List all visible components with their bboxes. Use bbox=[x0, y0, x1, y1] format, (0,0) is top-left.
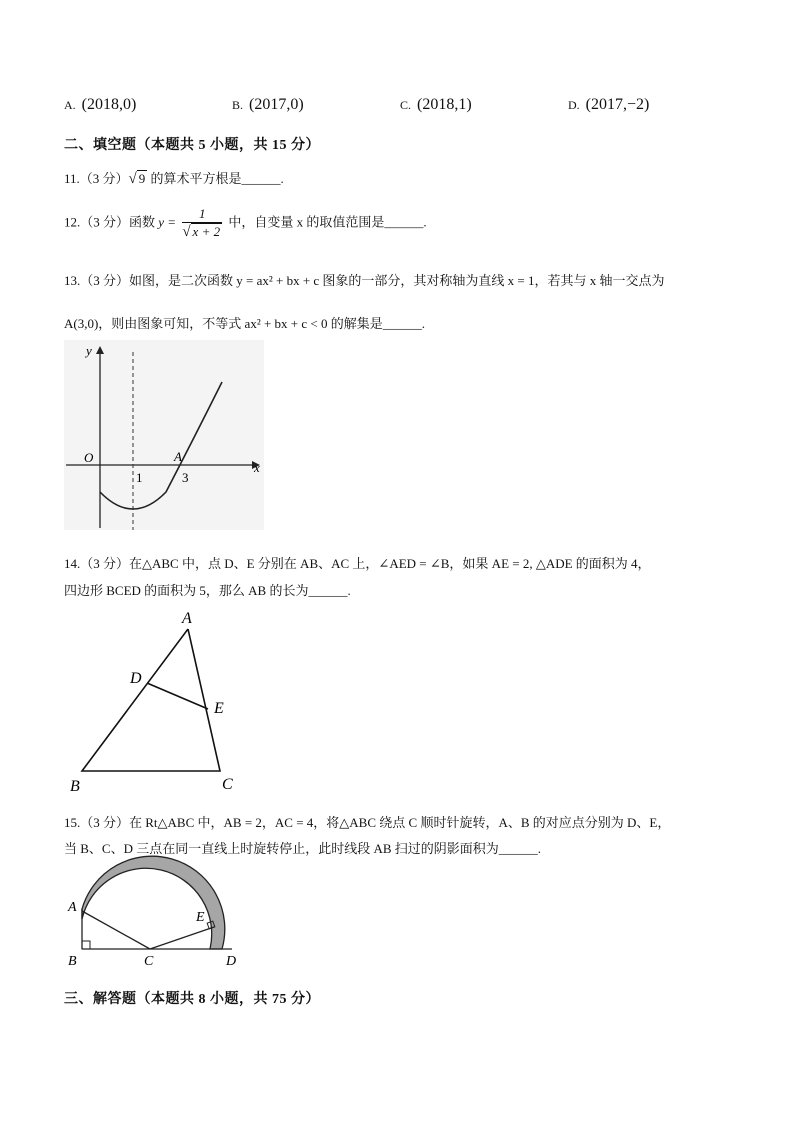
tick-1-label: 1 bbox=[136, 470, 143, 485]
option-c bbox=[400, 96, 472, 114]
origin-label: O bbox=[84, 450, 94, 465]
sqrt-icon: √ bbox=[182, 224, 191, 240]
q15-line2: 当 B、C、D 三点在同一直线上时旋转停止，此时线段 AB 扫过的阴影面积为______. bbox=[64, 841, 542, 856]
shaded-region bbox=[82, 856, 225, 949]
triangle-abc bbox=[82, 629, 220, 771]
figure-13-parabola bbox=[64, 340, 274, 530]
vertex-b-label: B bbox=[70, 778, 80, 795]
point-d-label: D bbox=[130, 670, 142, 687]
section-3-title: 三、解答题（本题共 8 小题，共 75 分） bbox=[64, 992, 320, 1007]
option-c-value: (2018,1) bbox=[417, 96, 472, 113]
q12-fraction bbox=[182, 206, 222, 241]
q11-text: 的算术平方根是______. bbox=[150, 171, 284, 186]
point-a-label: A bbox=[174, 449, 182, 464]
segment-ce bbox=[150, 927, 214, 949]
sqrt-icon: √ bbox=[128, 171, 137, 187]
option-b-value: (2017,0) bbox=[249, 96, 304, 113]
q15-line1: 15.（3 分）在 Rt△ABC 中，AB = 2，AC = 4，将△ABC 绕点 C 顺时针旋转，A、B 的对应点分别为 D、E， bbox=[64, 815, 671, 830]
option-a-value: (2018,0) bbox=[81, 96, 137, 113]
option-b-label: B. bbox=[232, 98, 244, 112]
q12-text: 中，自变量 x 的取值范围是______. bbox=[228, 214, 427, 230]
tick-3-label: 3 bbox=[182, 470, 189, 485]
figure-14-triangle bbox=[60, 605, 260, 800]
label-e: E bbox=[196, 910, 205, 925]
option-d-value: (2017,−2) bbox=[585, 96, 650, 113]
option-a-label: A. bbox=[64, 98, 76, 112]
figure-13-background bbox=[64, 340, 264, 530]
section-2-title: 二、填空题（本题共 5 小题，共 15 分） bbox=[64, 138, 320, 153]
q11-radical: 9 bbox=[138, 171, 146, 186]
y-axis-label: y bbox=[86, 343, 92, 358]
option-d-label: D. bbox=[568, 98, 580, 112]
q12-prefix: 12.（3 分）函数 bbox=[64, 214, 159, 230]
option-c-label: C. bbox=[400, 98, 412, 112]
q13-line1: 13.（3 分）如图，是二次函数 y = ax² + bx + c 图象的一部分，其对称轴为直线 x = 1，若其与 x 轴一交点为 bbox=[64, 273, 665, 288]
right-angle-b-icon bbox=[82, 941, 90, 949]
vertex-c-label: C bbox=[222, 776, 233, 793]
q12-denominator: x + 2 bbox=[192, 224, 221, 239]
q13-line2: A(3,0)，则由图象可知，不等式 ax² + bx + c < 0 的解集是______. bbox=[64, 316, 425, 331]
q12-lhs: y = bbox=[158, 214, 177, 230]
label-a: A bbox=[68, 900, 77, 915]
vertex-a-label: A bbox=[182, 610, 192, 627]
segment-ac bbox=[82, 911, 150, 949]
option-d bbox=[568, 96, 649, 114]
question-11 bbox=[64, 168, 284, 188]
option-b bbox=[232, 96, 304, 114]
x-axis-label: x bbox=[254, 460, 260, 475]
q14-line1: 14.（3 分）在△ABC 中，点 D、E 分别在 AB、AC 上，∠AED = ∠B，如果 AE = 2, △ADE 的面积为 4， bbox=[64, 556, 651, 571]
option-a bbox=[64, 96, 136, 114]
q12-numerator: 1 bbox=[182, 206, 222, 223]
q14-line2: 四边形 BCED 的面积为 5，那么 AB 的长为______. bbox=[64, 583, 351, 598]
label-b: B bbox=[68, 954, 77, 969]
label-d: D bbox=[226, 954, 237, 969]
question-12 bbox=[64, 206, 427, 241]
figure-15-rotation bbox=[60, 855, 250, 970]
segment-de bbox=[147, 683, 208, 709]
point-e-label: E bbox=[214, 700, 224, 717]
q11-prefix: 11.（3 分） bbox=[64, 171, 129, 186]
label-c: C bbox=[144, 954, 154, 969]
